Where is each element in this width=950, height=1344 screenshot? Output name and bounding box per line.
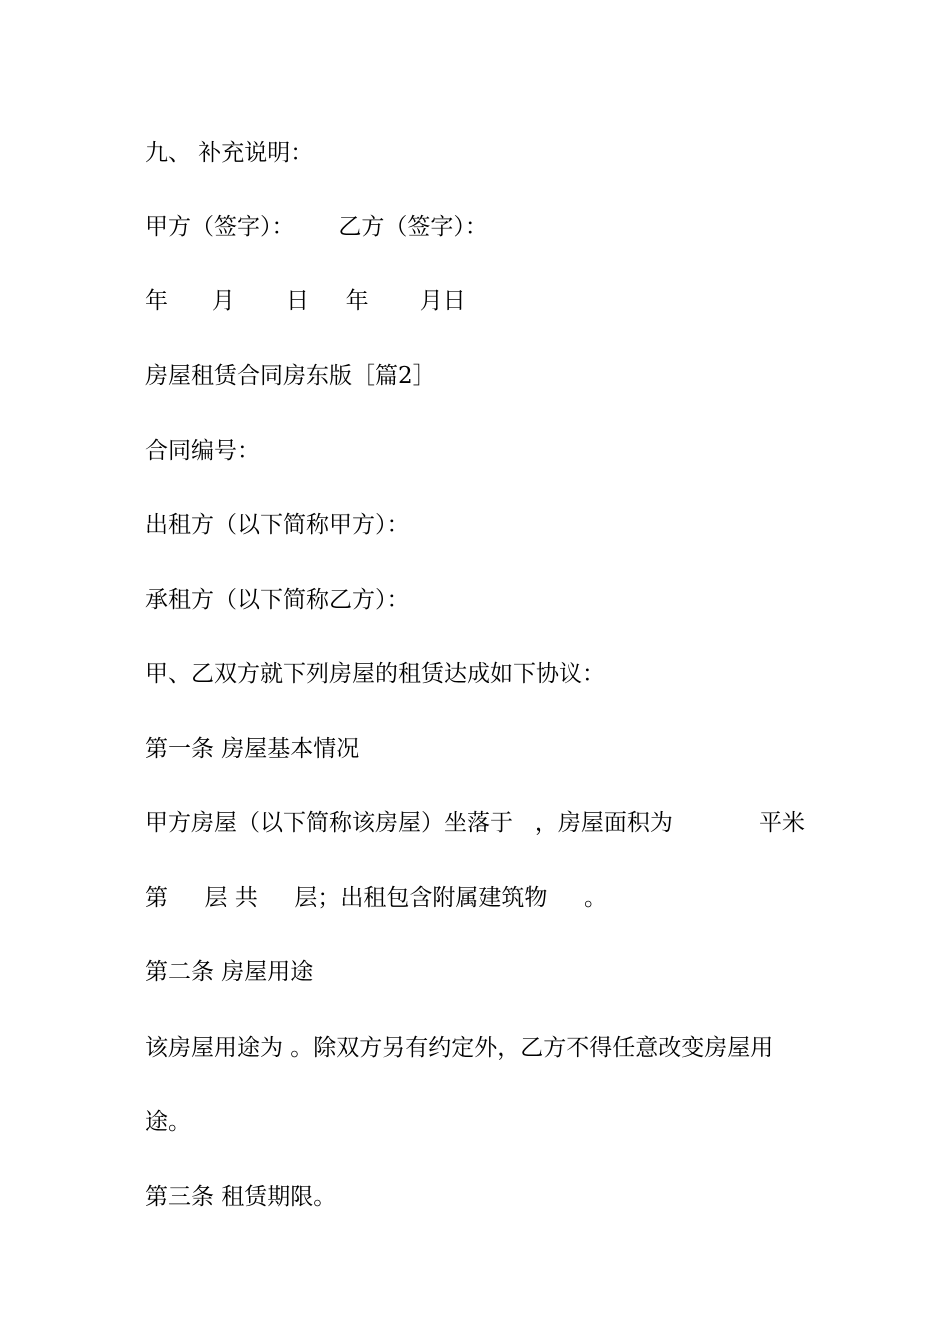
supplement-line: 九、 补充说明：: [145, 140, 314, 166]
lessee-label: 承租方（以下简称乙方）：: [145, 587, 410, 613]
article3-heading: 第三条 租赁期限。: [145, 1184, 337, 1210]
article1-paragraph-line1: [145, 809, 805, 837]
article2-paragraph-line2: 途。: [145, 1109, 191, 1135]
article2-heading: 第二条 房屋用途: [145, 959, 314, 985]
date-line: 年 月 日 年 月日: [145, 288, 466, 314]
article2-paragraph-line1: 该房屋用途为 。除双方另有约定外，乙方不得任意改变房屋用: [145, 1035, 774, 1061]
article1-text-part-a: 甲方房屋（以下简称该房屋）坐落于 ，房屋面积为: [145, 810, 673, 836]
lessor-label: 出租方（以下简称甲方）：: [145, 512, 410, 538]
document-title: 房屋租赁合同房东版［篇2］: [145, 363, 436, 389]
article1-heading: 第一条 房屋基本情况: [145, 736, 360, 762]
contract-number-label: 合同编号：: [145, 438, 260, 464]
agreement-intro: 甲、乙双方就下列房屋的租赁达成如下协议：: [145, 661, 605, 687]
article1-paragraph-line2: 第 层 共 层；出租包含附属建筑物 。: [145, 885, 607, 911]
article1-text-part-b: 平米: [759, 810, 805, 836]
signature-line: 甲方（签字）： 乙方（签字）：: [145, 214, 488, 240]
